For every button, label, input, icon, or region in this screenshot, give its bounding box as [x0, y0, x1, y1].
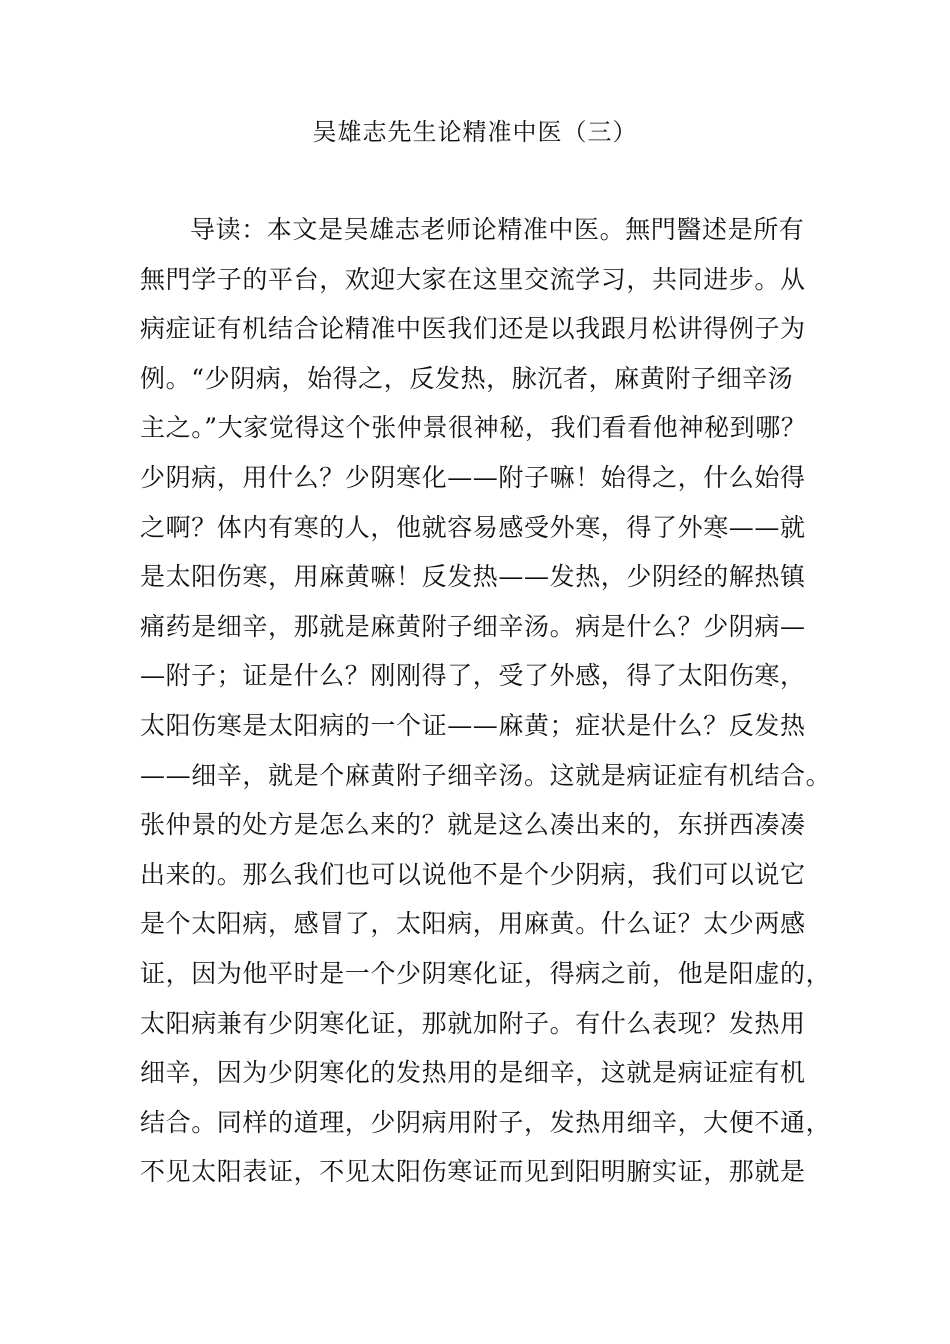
body-line: 导读：本文是吴雄志老师论精准中医。無門醫述是所有 — [190, 215, 805, 244]
body-line: 病症证有机结合论精准中医我们还是以我跟月松讲得例子为 — [140, 314, 806, 344]
body-line: 张仲景的处方是怎么来的？就是这么凑出来的，东拼西凑凑 — [140, 810, 806, 840]
body-line: 证，因为他平时是一个少阴寒化证，得病之前，他是阳虚的， — [140, 958, 832, 988]
body-line: 出来的。那么我们也可以说他不是个少阴病，我们可以说它 — [140, 859, 806, 889]
body-line: 之啊？体内有寒的人，他就容易感受外寒，得了外寒——就 — [140, 512, 806, 542]
body-line: 是太阳伤寒，用麻黄嘛！反发热——发热，少阴经的解热镇 — [140, 562, 806, 592]
body-line: —附子；证是什么？刚刚得了，受了外感，得了太阳伤寒， — [140, 661, 806, 691]
body-line: 主之。”大家觉得这个张仲景很神秘，我们看看他神秘到哪？ — [140, 413, 807, 443]
body-line: ——细辛，就是个麻黄附子细辛汤。这就是病证症有机结合。 — [140, 760, 832, 790]
body-line: 是个太阳病，感冒了，太阳病，用麻黄。什么证？太少两感 — [140, 909, 806, 939]
body-line: 痛药是细辛，那就是麻黄附子细辛汤。病是什么？少阴病— — [140, 611, 806, 641]
body-line: 太阳病兼有少阴寒化证，那就加附子。有什么表现？发热用 — [140, 1008, 806, 1038]
document-title: 吴雄志先生论精准中医（三） — [312, 118, 638, 146]
body-line: 少阴病，用什么？少阴寒化——附子嘛！始得之，什么始得 — [140, 462, 806, 492]
body-line: 例。“少阴病，始得之，反发热，脉沉者，麻黄附子细辛汤 — [140, 363, 794, 393]
body-line: 太阳伤寒是太阳病的一个证——麻黄；症状是什么？反发热 — [140, 710, 806, 740]
body-line: 不见太阳表证，不见太阳伤寒证而见到阳明腑实证，那就是 — [140, 1157, 806, 1187]
body-line: 结合。同样的道理，少阴病用附子，发热用细辛，大便不通， — [140, 1107, 832, 1137]
body-line: 细辛，因为少阴寒化的发热用的是细辛，这就是病证症有机 — [140, 1058, 806, 1088]
body-line: 無門学子的平台，欢迎大家在这里交流学习，共同进步。从 — [140, 264, 806, 294]
document-body — [140, 205, 830, 1197]
